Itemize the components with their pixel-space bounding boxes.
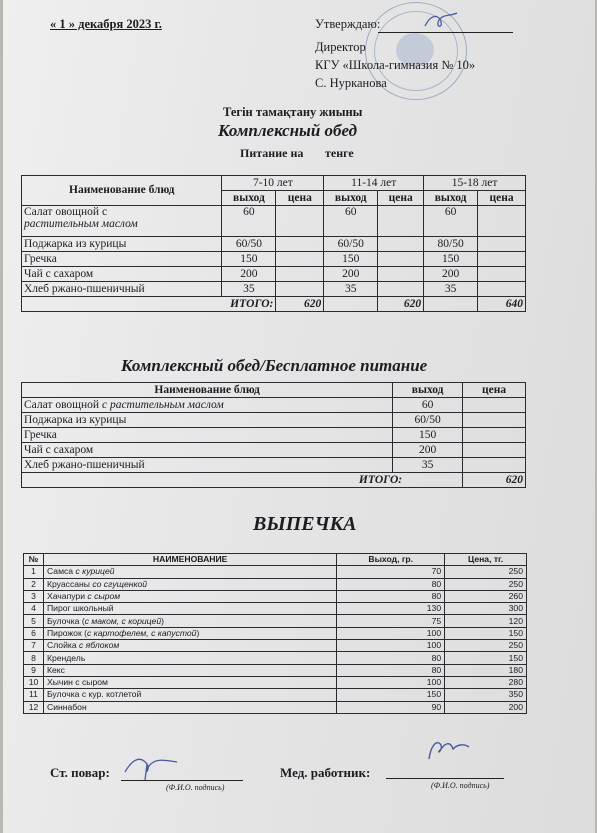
approve-line (378, 32, 513, 33)
out-value: 90 (337, 701, 445, 713)
item-name: Слойка (46, 640, 79, 651)
item-name: Хачапури (46, 591, 88, 602)
table-row (22, 413, 526, 428)
table-row (22, 443, 526, 458)
price-value: 180 (445, 664, 527, 676)
out-value: 150 (324, 252, 378, 267)
out-header: выход (324, 191, 378, 206)
section3-title: ВЫПЕЧКА (253, 513, 357, 535)
table-row (24, 590, 527, 602)
col-name-header: НАИМЕНОВАНИЕ (43, 554, 336, 566)
price-header: цена (463, 383, 526, 398)
row-number: 2 (24, 578, 44, 590)
dish-name-cont: растительным маслом (24, 218, 138, 231)
med-hint: (Ф.И.О. подпись) (431, 781, 490, 790)
out-value: 60 (424, 206, 478, 237)
col-name-header: Наименование блюд (22, 176, 222, 206)
table-row (24, 615, 527, 627)
item-name-detail: с сыром (87, 591, 121, 602)
out-value: 35 (393, 458, 463, 473)
subtitle-kz: Тегін тамақтану жиыны (223, 105, 363, 119)
table-row (24, 640, 527, 652)
col-out-header: Выход, гр. (337, 554, 445, 566)
out-value: 100 (337, 676, 445, 688)
price-value: 250 (445, 640, 527, 652)
date-line: « 1 » декабря 2023 г. (50, 17, 162, 31)
dish-name: Чай с сахаром (22, 443, 393, 458)
row-number: 7 (24, 640, 44, 652)
group-header-2: 11-14 лет (324, 176, 424, 191)
section2-title: Комплексный обед/Бесплатное питание (121, 356, 428, 375)
out-value: 150 (337, 689, 445, 701)
out-value: 150 (222, 252, 276, 267)
document-page (3, 0, 595, 833)
table-row (24, 676, 527, 688)
total-value: 640 (478, 297, 526, 312)
table-row (22, 252, 526, 267)
price-value: 250 (445, 566, 527, 578)
out-value: 70 (337, 566, 445, 578)
dish-name: Чай с сахаром (22, 267, 222, 282)
out-value: 200 (222, 267, 276, 282)
out-value: 60 (324, 206, 378, 237)
total-value: 620 (276, 297, 324, 312)
out-value: 80/50 (424, 237, 478, 252)
item-name: Булочка ( (46, 615, 85, 626)
out-value: 100 (337, 640, 445, 652)
item-name-detail: со сгущенкой (92, 578, 148, 589)
dish-name: Салат овощной (24, 398, 102, 411)
price-value: 250 (445, 578, 527, 590)
out-value: 200 (393, 443, 463, 458)
dish-name-cont: с растительным маслом (101, 398, 224, 411)
row-number: 1 (24, 566, 44, 578)
price-value: 260 (445, 590, 527, 602)
dish-name: Гречка (22, 428, 393, 443)
table-row (24, 652, 527, 664)
section1-title: Комплексный обед (218, 121, 358, 140)
table-row (24, 566, 527, 578)
table-row (24, 603, 527, 615)
out-value: 130 (337, 603, 445, 615)
item-name: Хычин с сыром (43, 676, 336, 688)
row-number: 12 (24, 701, 44, 713)
row-number: 3 (24, 590, 44, 602)
dish-name: Хлеб ржано-пшеничный (22, 282, 222, 297)
dish-name: Гречка (22, 252, 222, 267)
item-name: Пирожок ( (46, 627, 87, 638)
item-name-detail: с картофелем, с капустой (86, 627, 197, 638)
row-number: 8 (24, 652, 44, 664)
dish-name: Поджарка из курицы (22, 413, 393, 428)
out-header: выход (222, 191, 276, 206)
item-name-detail: с яблоком (79, 640, 120, 651)
price-value: 120 (445, 615, 527, 627)
price-value: 200 (445, 701, 527, 713)
out-header: выход (424, 191, 478, 206)
row-number: 11 (24, 689, 44, 701)
free-lunch-table (21, 382, 526, 488)
out-value: 60/50 (324, 237, 378, 252)
item-name: Крендель (43, 652, 336, 664)
out-value: 200 (424, 267, 478, 282)
cook-hint: (Ф.И.О. подпись) (166, 783, 225, 792)
price-value: 280 (445, 676, 527, 688)
row-number: 5 (24, 615, 44, 627)
table-row (24, 689, 527, 701)
item-name-end: ) (196, 627, 200, 638)
out-value: 80 (337, 652, 445, 664)
cook-label: Ст. повар: (50, 765, 110, 780)
out-value: 200 (324, 267, 378, 282)
out-value: 35 (222, 282, 276, 297)
out-value: 60 (393, 398, 463, 413)
section1-sub-right: тенге (325, 146, 354, 160)
item-name: Самса (46, 566, 76, 577)
dish-name: Хлеб ржано-пшеничный (22, 458, 393, 473)
price-value: 300 (445, 603, 527, 615)
row-number: 4 (24, 603, 44, 615)
item-name: Круассаны (46, 578, 93, 589)
section1-sub-left: Питание на (240, 146, 304, 160)
out-value: 60/50 (222, 237, 276, 252)
med-label: Мед. работник: (280, 765, 371, 780)
out-header: выход (393, 383, 463, 398)
table-row (24, 627, 527, 639)
med-sign-line (386, 778, 504, 779)
row-number: 9 (24, 664, 44, 676)
item-name-end: ) (161, 615, 164, 626)
price-value: 350 (445, 689, 527, 701)
table-row (24, 664, 527, 676)
lunch-table (21, 175, 526, 312)
director-title: Директор (315, 40, 366, 54)
bakery-table (23, 553, 527, 714)
table-row (24, 701, 527, 713)
cook-signature (121, 752, 181, 782)
table-row (22, 206, 526, 237)
price-value: 150 (445, 652, 527, 664)
group-header-3: 15-18 лет (424, 176, 526, 191)
total-label: ИТОГО: (22, 297, 276, 312)
total-row (22, 473, 526, 488)
table-row (22, 267, 526, 282)
table-row (24, 578, 527, 590)
out-value: 60/50 (393, 413, 463, 428)
out-value: 100 (337, 627, 445, 639)
table-row (22, 237, 526, 252)
table-row (22, 428, 526, 443)
col-name-header: Наименование блюд (22, 383, 393, 398)
out-value: 80 (337, 664, 445, 676)
out-value: 150 (424, 252, 478, 267)
approve-label: Утверждаю: (315, 17, 381, 31)
row-number: 10 (24, 676, 44, 688)
item-name: Кекс (43, 664, 336, 676)
table-row (22, 458, 526, 473)
total-label: ИТОГО: (22, 473, 463, 488)
total-row (22, 297, 526, 312)
row-number: 6 (24, 627, 44, 639)
out-value: 60 (222, 206, 276, 237)
table-row (22, 398, 526, 413)
out-value: 35 (324, 282, 378, 297)
dish-name: Поджарка из курицы (22, 237, 222, 252)
director-signature (421, 10, 461, 32)
out-value: 80 (337, 590, 445, 602)
out-value: 150 (393, 428, 463, 443)
item-name: Булочка с кур. котлетой (43, 689, 336, 701)
table-row (22, 282, 526, 297)
item-name: Пирог школьный (43, 603, 336, 615)
out-value: 75 (337, 615, 445, 627)
price-header: цена (378, 191, 424, 206)
out-value: 80 (337, 578, 445, 590)
dish-name: Салат овощной с (24, 206, 108, 218)
item-name-detail: с маком, с корицей (84, 615, 162, 626)
group-header-1: 7-10 лет (222, 176, 324, 191)
price-header: цена (276, 191, 324, 206)
med-signature (423, 735, 473, 763)
item-name-detail: с курицей (75, 566, 115, 577)
total-value: 620 (463, 473, 526, 488)
price-header: цена (478, 191, 526, 206)
item-name: Синнабон (43, 701, 336, 713)
out-value: 35 (424, 282, 478, 297)
director-name: С. Нурканова (315, 76, 387, 90)
price-value: 150 (445, 627, 527, 639)
total-value: 620 (378, 297, 424, 312)
col-number-header: № (24, 554, 44, 566)
school-name: КГУ «Школа-гимназия № 10» (315, 58, 476, 72)
col-price-header: Цена, тг. (445, 554, 527, 566)
